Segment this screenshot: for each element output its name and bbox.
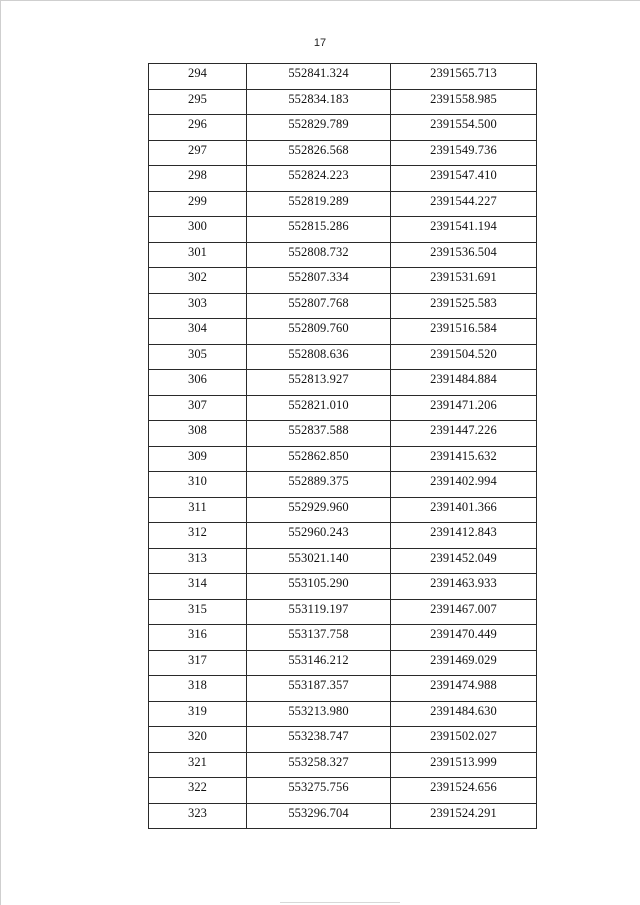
y-coordinate-cell: 2391415.632 [391,446,537,472]
y-coordinate-cell: 2391402.994 [391,472,537,498]
point-number-cell: 301 [149,242,247,268]
point-number-cell: 308 [149,421,247,447]
scan-edge-left [0,0,1,905]
x-coordinate-cell: 553187.357 [247,676,391,702]
point-number-cell: 313 [149,548,247,574]
point-number-cell: 322 [149,778,247,804]
page-number: 17 [313,37,327,49]
point-number-cell: 305 [149,344,247,370]
x-coordinate-cell: 552960.243 [247,523,391,549]
x-coordinate-cell: 552826.568 [247,140,391,166]
y-coordinate-cell: 2391558.985 [391,89,537,115]
x-coordinate-cell: 553119.197 [247,599,391,625]
point-number-cell: 312 [149,523,247,549]
y-coordinate-cell: 2391547.410 [391,166,537,192]
x-coordinate-cell: 552837.588 [247,421,391,447]
y-coordinate-cell: 2391524.291 [391,803,537,829]
table-row [149,523,537,549]
point-number-cell: 297 [149,140,247,166]
point-number-cell: 315 [149,599,247,625]
point-number-cell: 304 [149,319,247,345]
point-number-cell: 295 [149,89,247,115]
y-coordinate-cell: 2391516.584 [391,319,537,345]
table-row [149,242,537,268]
table-row [149,344,537,370]
point-number-cell: 302 [149,268,247,294]
table-row [149,574,537,600]
x-coordinate-cell: 552807.334 [247,268,391,294]
table-row [149,140,537,166]
point-number-cell: 296 [149,115,247,141]
point-number-cell: 314 [149,574,247,600]
y-coordinate-cell: 2391502.027 [391,727,537,753]
table-row [149,778,537,804]
x-coordinate-cell: 553275.756 [247,778,391,804]
table-row [149,64,537,90]
y-coordinate-cell: 2391470.449 [391,625,537,651]
x-coordinate-cell: 553258.327 [247,752,391,778]
scan-edge-top [0,0,640,1]
table-row [149,472,537,498]
y-coordinate-cell: 2391565.713 [391,64,537,90]
table-row [149,803,537,829]
table-row [149,727,537,753]
point-number-cell: 307 [149,395,247,421]
x-coordinate-cell: 552862.850 [247,446,391,472]
x-coordinate-cell: 553137.758 [247,625,391,651]
x-coordinate-cell: 552841.324 [247,64,391,90]
point-number-cell: 316 [149,625,247,651]
y-coordinate-cell: 2391463.933 [391,574,537,600]
y-coordinate-cell: 2391484.630 [391,701,537,727]
y-coordinate-cell: 2391541.194 [391,217,537,243]
point-number-cell: 300 [149,217,247,243]
x-coordinate-cell: 552809.760 [247,319,391,345]
x-coordinate-cell: 552808.732 [247,242,391,268]
table-row [149,676,537,702]
x-coordinate-cell: 552819.289 [247,191,391,217]
table-row [149,395,537,421]
coordinates-table-body [149,64,537,829]
x-coordinate-cell: 553238.747 [247,727,391,753]
y-coordinate-cell: 2391452.049 [391,548,537,574]
point-number-cell: 309 [149,446,247,472]
table-row [149,319,537,345]
table-row [149,497,537,523]
y-coordinate-cell: 2391513.999 [391,752,537,778]
y-coordinate-cell: 2391549.736 [391,140,537,166]
table-row [149,268,537,294]
table-row [149,166,537,192]
x-coordinate-cell: 552829.789 [247,115,391,141]
point-number-cell: 323 [149,803,247,829]
table-row [149,701,537,727]
y-coordinate-cell: 2391469.029 [391,650,537,676]
x-coordinate-cell: 552808.636 [247,344,391,370]
table-row [149,217,537,243]
point-number-cell: 319 [149,701,247,727]
y-coordinate-cell: 2391474.988 [391,676,537,702]
y-coordinate-cell: 2391412.843 [391,523,537,549]
table-row [149,370,537,396]
point-number-cell: 306 [149,370,247,396]
point-number-cell: 298 [149,166,247,192]
y-coordinate-cell: 2391524.656 [391,778,537,804]
x-coordinate-cell: 552929.960 [247,497,391,523]
point-number-cell: 317 [149,650,247,676]
table-row [149,191,537,217]
x-coordinate-cell: 552889.375 [247,472,391,498]
y-coordinate-cell: 2391554.500 [391,115,537,141]
point-number-cell: 321 [149,752,247,778]
y-coordinate-cell: 2391531.691 [391,268,537,294]
point-number-cell: 311 [149,497,247,523]
table-row [149,421,537,447]
point-number-cell: 303 [149,293,247,319]
y-coordinate-cell: 2391471.206 [391,395,537,421]
table-row [149,115,537,141]
x-coordinate-cell: 552834.183 [247,89,391,115]
y-coordinate-cell: 2391447.226 [391,421,537,447]
x-coordinate-cell: 553146.212 [247,650,391,676]
y-coordinate-cell: 2391544.227 [391,191,537,217]
table-row [149,650,537,676]
x-coordinate-cell: 552821.010 [247,395,391,421]
coordinates-table [148,63,537,829]
point-number-cell: 318 [149,676,247,702]
x-coordinate-cell: 552824.223 [247,166,391,192]
y-coordinate-cell: 2391504.520 [391,344,537,370]
y-coordinate-cell: 2391536.504 [391,242,537,268]
table-row [149,625,537,651]
x-coordinate-cell: 553105.290 [247,574,391,600]
y-coordinate-cell: 2391401.366 [391,497,537,523]
table-row [149,599,537,625]
table-row [149,293,537,319]
table-row [149,548,537,574]
y-coordinate-cell: 2391467.007 [391,599,537,625]
table-row [149,752,537,778]
y-coordinate-cell: 2391525.583 [391,293,537,319]
point-number-cell: 294 [149,64,247,90]
table-row [149,89,537,115]
point-number-cell: 320 [149,727,247,753]
x-coordinate-cell: 552807.768 [247,293,391,319]
x-coordinate-cell: 552813.927 [247,370,391,396]
table-row [149,446,537,472]
x-coordinate-cell: 553213.980 [247,701,391,727]
y-coordinate-cell: 2391484.884 [391,370,537,396]
x-coordinate-cell: 553296.704 [247,803,391,829]
x-coordinate-cell: 552815.286 [247,217,391,243]
scan-edge-bottom [280,902,400,903]
point-number-cell: 299 [149,191,247,217]
point-number-cell: 310 [149,472,247,498]
x-coordinate-cell: 553021.140 [247,548,391,574]
